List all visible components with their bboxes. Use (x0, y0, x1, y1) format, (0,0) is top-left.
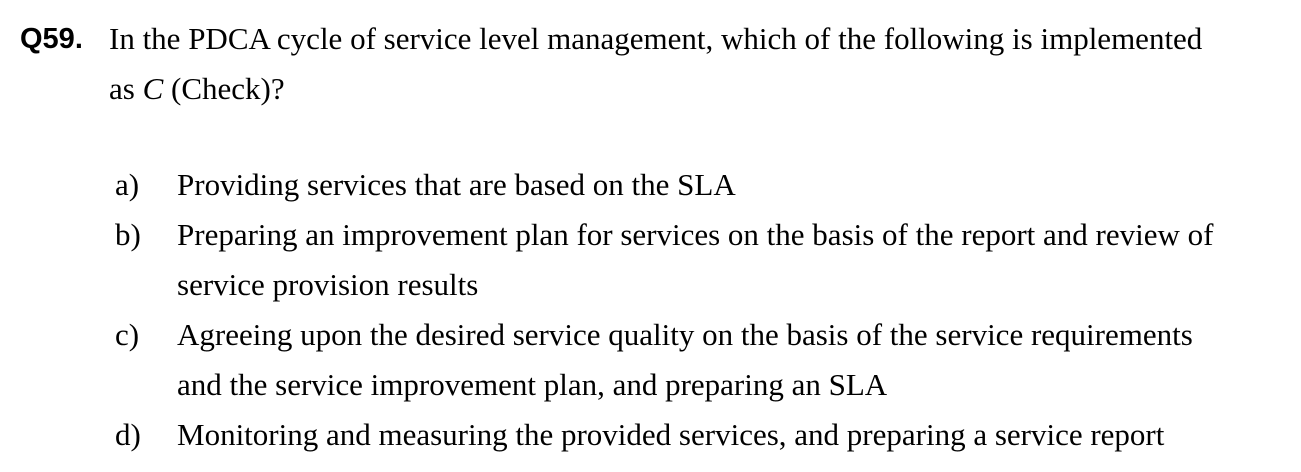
question-stem-line-1: In the PDCA cycle of service level management, which of the following is implemented (109, 21, 1203, 56)
option-text-line: Preparing an improvement plan for services on the basis of the report and review of (177, 217, 1214, 252)
option-text-line: and the service improvement plan, and preparing an SLA (177, 367, 888, 402)
option-text (177, 160, 1290, 210)
option-text (177, 410, 1290, 460)
option-letter: c) (115, 317, 140, 352)
question-stem-prefix: as (109, 71, 143, 106)
option-letter: a) (115, 167, 140, 202)
question-block (20, 14, 1290, 114)
option-text-line: Providing services that are based on the SLA (177, 167, 736, 202)
question-number: Q59. (20, 23, 83, 55)
answer-options (115, 160, 1290, 460)
question-stem-line-2 (109, 64, 1290, 114)
option-text-line: Agreeing upon the desired service quality on the basis of the service requirements (177, 317, 1193, 352)
question-stem (109, 14, 1290, 114)
answer-option-b[interactable] (115, 210, 1290, 310)
option-letter: d) (115, 417, 141, 452)
option-text-line: service provision results (177, 267, 479, 302)
question-stem-italic-term: C (142, 71, 164, 106)
answer-option-a[interactable] (115, 160, 1290, 210)
option-letter: b) (115, 217, 141, 252)
answer-option-d[interactable] (115, 410, 1290, 460)
option-text (177, 210, 1290, 310)
option-text-line: Monitoring and measuring the provided services, and preparing a service report (177, 417, 1165, 452)
question-stem-suffix: (Check)? (163, 71, 285, 106)
answer-option-c[interactable] (115, 310, 1290, 410)
option-text (177, 310, 1290, 410)
